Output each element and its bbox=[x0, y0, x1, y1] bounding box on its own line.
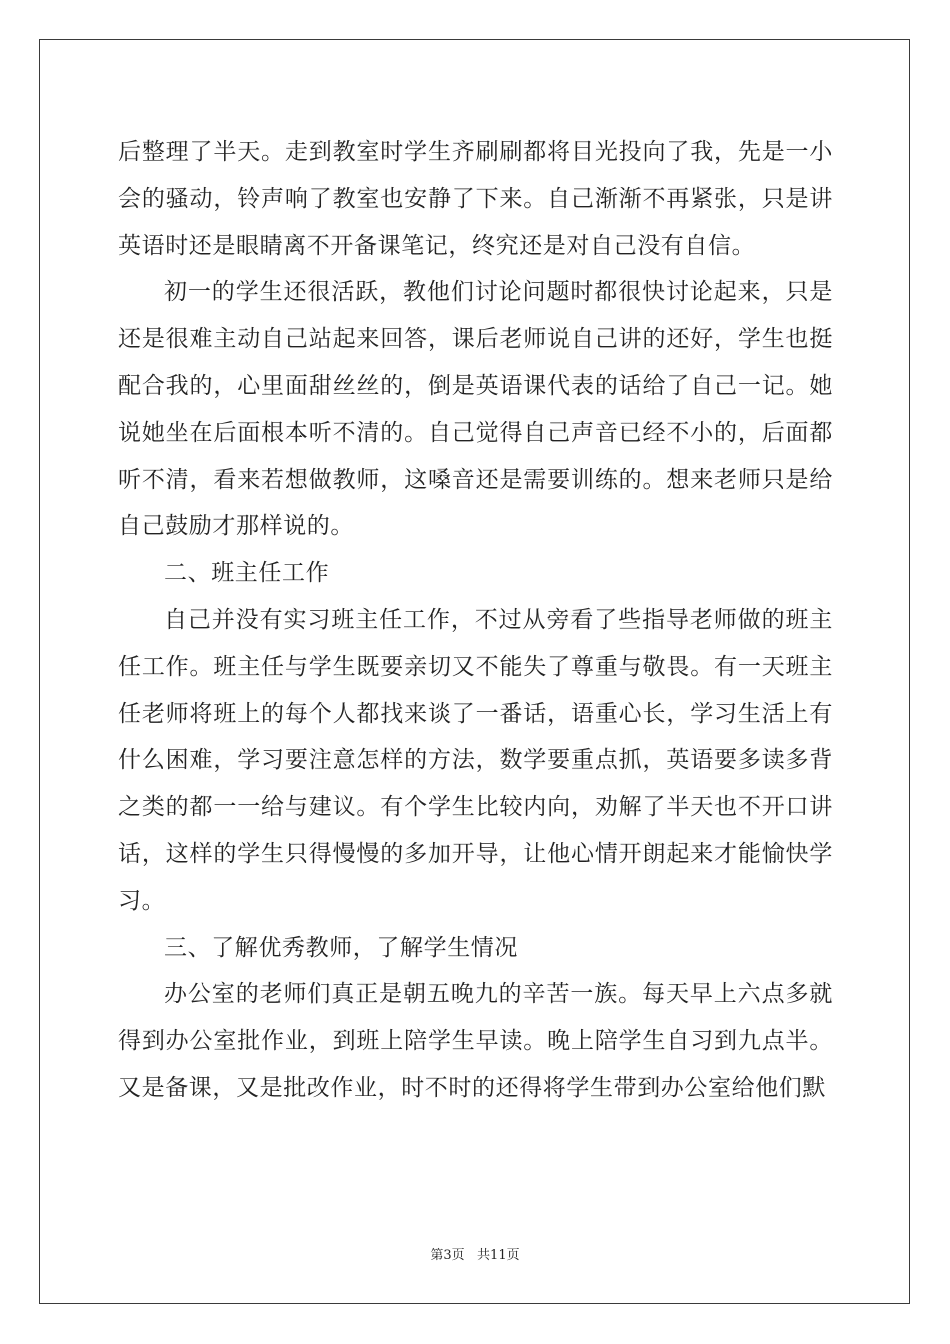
section-heading-2: 二、班主任工作 bbox=[164, 560, 330, 587]
paragraph-1: 后整理了半天。走到教室时学生齐刷刷都将目光投向了我，先是一小会的骚动，铃声响了教室也安静了下来。自己渐渐不再紧张，只是讲英语时还是眼睛离不开备课笔记，终究还是对自己没有自信。 bbox=[118, 139, 833, 259]
paragraph-3: 自己并没有实习班主任工作，不过从旁看了些指导老师做的班主任工作。班主任与学生既要亲切又不能失了尊重与敬畏。有一天班主任老师将班上的每个人都找来谈了一番话，语重心长，学习生活上有什么困难，学习要注意怎样的方法，数学要重点抓，英语要多读多背之类的都一一给与建议。有个学生比较内向，劝解了半天也不开口讲话，这样的学生只得慢慢的多加开导，让他心情开朗起来才能愉快学习。 bbox=[118, 606, 833, 914]
section-heading-3: 三、了解优秀教师，了解学生情况 bbox=[164, 934, 518, 961]
paragraph-4: 办公室的老师们真正是朝五晚九的辛苦一族。每天早上六点多就得到办公室批作业，到班上陪学生早读。晚上陪学生自习到九点半。又是备课，又是批改作业，时不时的还得将学生带到办公室给他们默 bbox=[118, 981, 833, 1101]
page-number-footer: 第3页 共11页 bbox=[430, 1248, 520, 1263]
document-body bbox=[118, 129, 833, 1112]
paragraph-2: 初一的学生还很活跃，教他们讨论问题时都很快讨论起来，只是还是很难主动自己站起来回答，课后老师说自己讲的还好，学生也挺配合我的，心里面甜丝丝的，倒是英语课代表的话给了自己一记。她说她坐在后面根本听不清的。自己觉得自己声音已经不小的，后面都听不清，看来若想做教师，这嗓音还是需要训练的。想来老师只是给自己鼓励才那样说的。 bbox=[118, 279, 833, 540]
